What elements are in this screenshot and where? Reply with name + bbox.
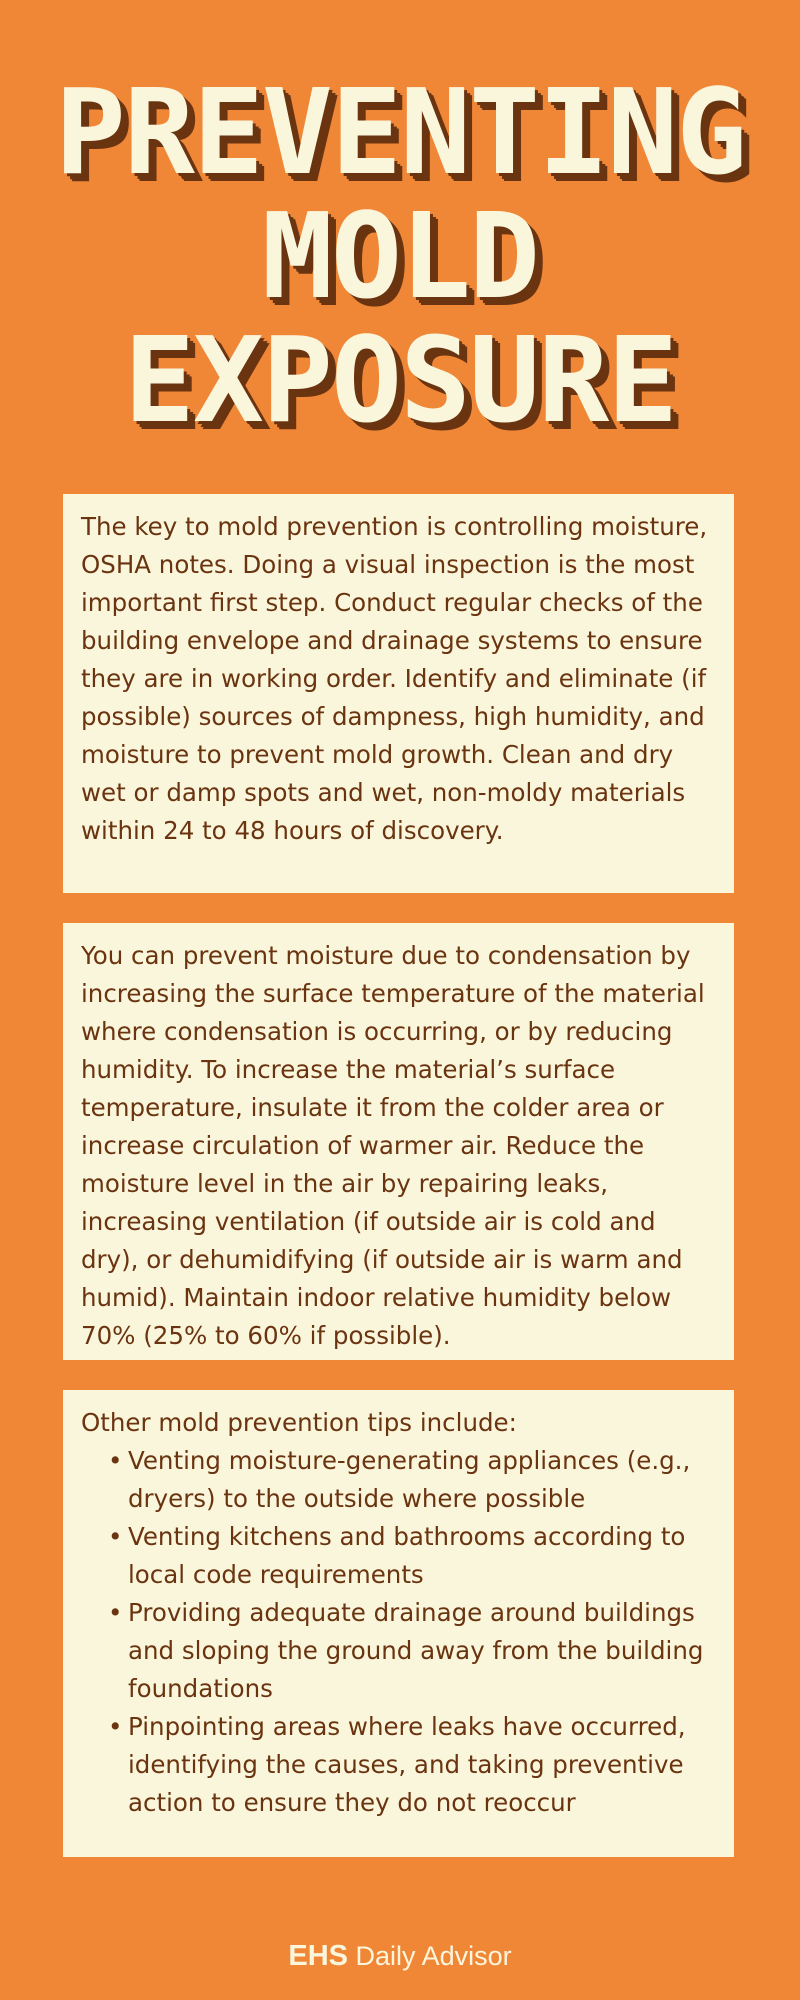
tip-item <box>81 1594 716 1708</box>
tip-item <box>81 1518 716 1594</box>
moisture-control-text: The key to mold prevention is controlling moisture, OSHA notes. Doing a visual inspection is the most important first step. Conduct regular checks of the building envelope and drainage systems to ensure they are in working order. Identify and eliminate (if possible) sources of dampness, high humidity, and moisture to prevent mold growth. Clean and dry wet or damp spots and wet, non-moldy materials within 24 to 48 hours of discovery. <box>81 512 708 845</box>
condensation-text: You can prevent moisture due to condensation by increasing the surface temperature of the material where condensation is occurring, or by reducing humidity. To increase the material’s surface temperature, insulate it from the colder area or increase circulation of warmer air. Reduce the moisture level in the air by repairing leaks, increasing ventilation (if outside air is cold and dry), or dehumidifying (if outside air is warm and humid). Maintain indoor relative humidity below 70% (25% to 60% if possible). <box>81 941 705 1350</box>
tip-text: Providing adequate drainage around buildings and sloping the ground away from the building foundations <box>128 1598 704 1703</box>
brand-logo-strong: EHS <box>288 1940 349 1972</box>
prevention-tips-card <box>63 1390 734 1857</box>
tip-item <box>81 1708 716 1822</box>
page-title <box>0 63 800 449</box>
bullet-icon: • <box>108 1712 123 1741</box>
tip-text: Venting kitchens and bathrooms according to local code requirements <box>128 1522 686 1589</box>
title-line: MOLD <box>261 187 539 325</box>
bullet-icon: • <box>108 1522 123 1551</box>
tip-text: Pinpointing areas where leaks have occurred, identifying the causes, and taking preventive action to ensure they do not reoccur <box>128 1712 686 1817</box>
brand-logo <box>0 1936 800 1976</box>
tip-item <box>81 1442 716 1518</box>
bullet-icon: • <box>108 1598 123 1627</box>
bullet-icon: • <box>108 1446 123 1475</box>
tips-list <box>81 1442 716 1822</box>
moisture-control-card <box>63 494 734 893</box>
tip-text: Venting moisture-generating appliances (e.g., dryers) to the outside where possible <box>128 1446 691 1513</box>
brand-logo-rest: Daily Advisor <box>355 1941 512 1971</box>
condensation-card <box>63 923 734 1360</box>
tips-intro: Other mold prevention tips include: <box>81 1408 517 1437</box>
title-line: PREVENTING <box>54 63 746 201</box>
title-line: EXPOSURE <box>123 311 677 449</box>
